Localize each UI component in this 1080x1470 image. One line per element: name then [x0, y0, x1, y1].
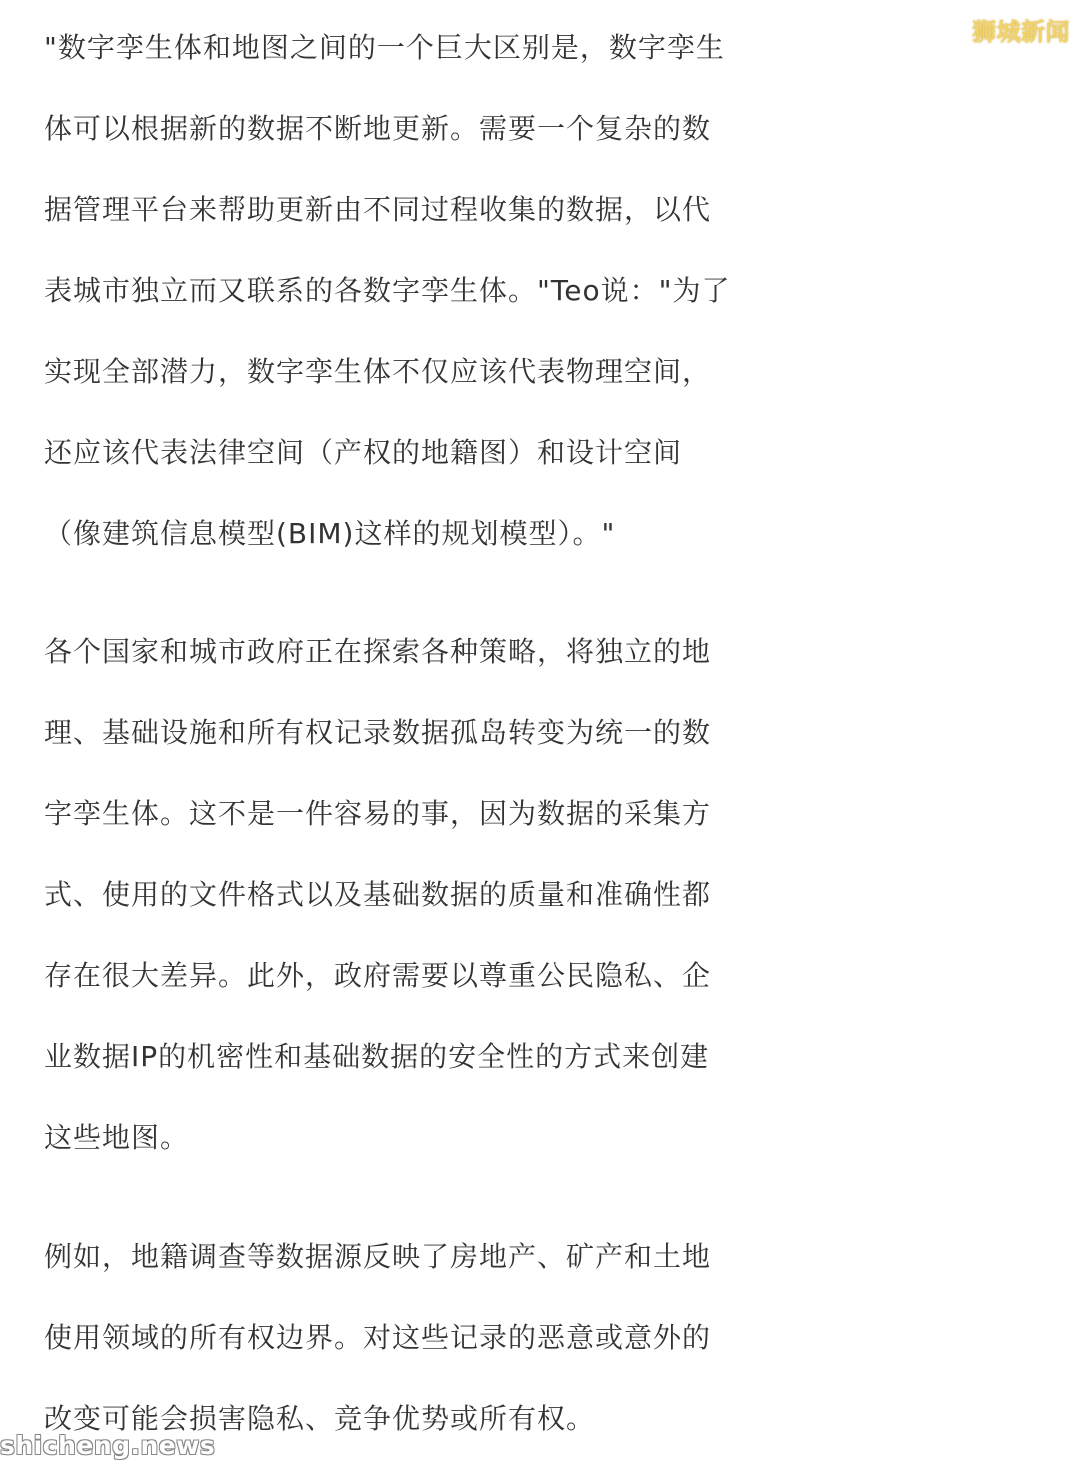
paragraph-3 [44, 1216, 1044, 1459]
text-line: 式、使用的文件格式以及基础数据的质量和准确性都 [44, 878, 712, 911]
text-line: 使用领域的所有权边界。对这些记录的恶意或意外的 [44, 1321, 712, 1354]
text-line: 改变可能会损害隐私、竞争优势或所有权。 [44, 1402, 596, 1435]
text-line: 各个国家和城市政府正在探索各种策略，将独立的地 [44, 635, 712, 668]
text-line: 理、基础设施和所有权记录数据孤岛转变为统一的数 [44, 716, 712, 749]
paragraph-2 [44, 611, 1044, 1178]
text-line: 实现全部潜力，数字孪生体不仅应该代表物理空间， [44, 355, 712, 388]
text-line: "数字孪生体和地图之间的一个巨大区别是，数字孪生 [44, 31, 725, 64]
watermark-logo-top: 狮城新闻 [972, 18, 1070, 46]
text-line: 据管理平台来帮助更新由不同过程收集的数据，以代 [44, 193, 712, 226]
text-line: （像建筑信息模型(BIM)这样的规划模型）。" [44, 517, 616, 550]
text-line: 还应该代表法律空间（产权的地籍图）和设计空间 [44, 436, 683, 469]
text-line: 例如，地籍调查等数据源反映了房地产、矿产和土地 [44, 1240, 712, 1273]
text-line: 体可以根据新的数据不断地更新。需要一个复杂的数 [44, 112, 712, 145]
watermark-domain-bottom: shicheng.news [0, 1431, 216, 1460]
text-line: 存在很大差异。此外，政府需要以尊重公民隐私、企 [44, 959, 712, 992]
paragraph-1 [44, 7, 1044, 574]
text-line: 业数据IP的机密性和基础数据的安全性的方式来创建 [44, 1040, 710, 1073]
text-line: 表城市独立而又联系的各数字孪生体。"Teo说："为了 [44, 274, 731, 307]
text-line: 这些地图。 [44, 1121, 190, 1154]
text-line: 字孪生体。这不是一件容易的事，因为数据的采集方 [44, 797, 712, 830]
